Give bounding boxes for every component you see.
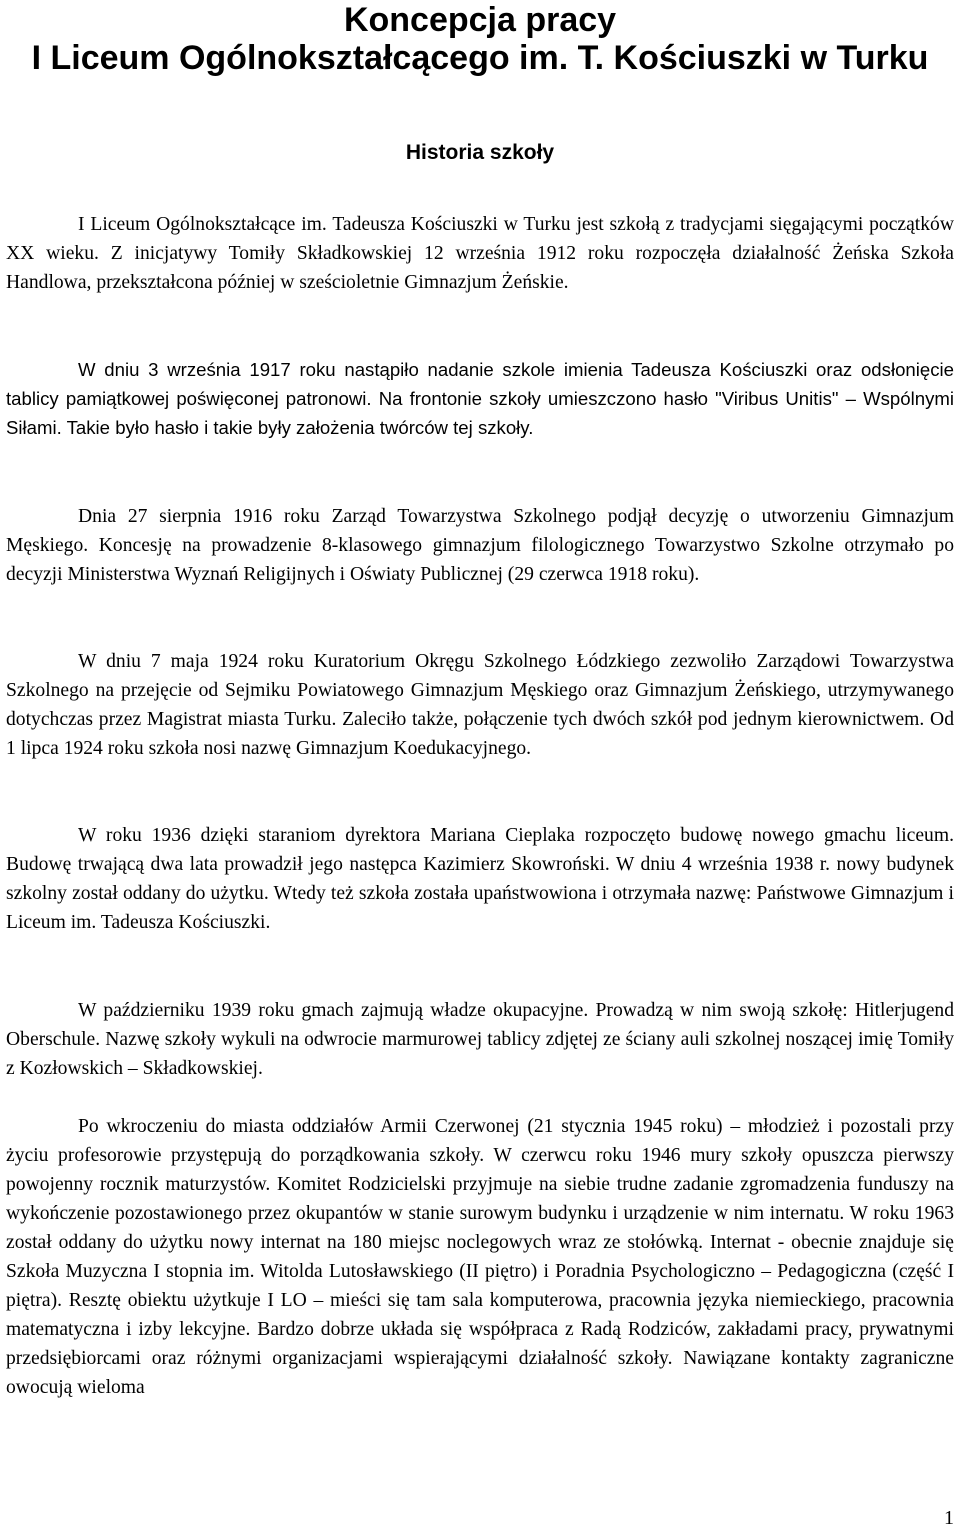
document-title-line-1: Koncepcja pracy bbox=[343, 1, 617, 39]
section-heading: Historia szkoły bbox=[405, 141, 555, 164]
paragraph-6: W październiku 1939 roku gmach zajmują władze okupacyjne. Prowadzą w nim swoją szkołę: Hitlerjugend Oberschule. Nazwę szkoły wykuli na odwrocie marmurowej tablicy zdjętej ze ściany auli szkolnej noszącej imię Tomiły z Kozłowskich – Składkowskiej. bbox=[6, 1000, 954, 1079]
paragraph-3: Dnia 27 sierpnia 1916 roku Zarząd Towarzystwa Szkolnego podjął decyzję o utworzeniu Gimnazjum Męskiego. Koncesję na prowadzenie 8-klasowego gimnazjum filologicznego Towarzystwo Szkolne otrzymało po decyzji Ministerstwa Wyznań Religijnych i Oświaty Publicznej (29 czerwca 1918 roku). bbox=[6, 506, 954, 585]
paragraph-5: W roku 1936 dzięki staraniom dyrektora Mariana Cieplaka rozpoczęto budowę nowego gmachu liceum. Budowę trwającą dwa lata prowadził jego następca Kazimierz Skowroński. W dniu 4 września 1938 r. nowy budynek szkolny został oddany do użytku. Wtedy też szkoła została upaństwowiona i otrzymała nazwę: Państwowe Gimnazjum i Liceum im. Tadeusza Kościuszki. bbox=[6, 825, 954, 933]
page-number: 1 bbox=[944, 1507, 954, 1529]
paragraph-7: Po wkroczeniu do miasta oddziałów Armii Czerwonej (21 stycznia 1945 roku) – młodzież i pozostali przy życiu profesorowie przystępują do porządkowania szkoły. W czerwcu roku 1946 mury szkoły opuszcza pierwszy powojenny rocznik maturzystów. Komitet Rodzicielski przyjmuje na siebie trudne zadanie zgromadzenia funduszy na wykończenie pozostawionego przez okupantów w stanie surowym budynku i urządzenie w nim internatu. W roku 1963 został oddany do użytku nowy internat na 180 miejsc noclegowych wraz ze stołówką. Internat - obecnie znajduje się Szkoła Muzyczna I stopnia im. Witolda Lutosławskiego (II piętro) i Poradnia Psychologiczno – Pedagogiczna (część I piętra). Resztę obiektu użytkuje I LO – mieści się tam sala komputerowa, pracownia języka niemieckiego, pracownia matematyczna i izby lekcyjne. Bardzo dobrze układa się współpraca z Radą Rodziców, zakładami pracy, prywatnymi przedsiębiorcami oraz różnymi organizacjami wspierającymi działalność szkoły. Nawiązane kontakty zagraniczne owocują wieloma bbox=[6, 1116, 954, 1398]
paragraph-4: W dniu 7 maja 1924 roku Kuratorium Okręgu Szkolnego Łódzkiego zezwoliło Zarządowi Towarzystwa Szkolnego na przejęcie od Sejmiku Powiatowego Gimnazjum Męskiego oraz Gimnazjum Żeńskiego, utrzymywanego dotychczas przez Magistrat miasta Turku. Zaleciło także, połączenie tych dwóch szkół pod jednym kierownictwem. Od 1 lipca 1924 roku szkoła nosi nazwę Gimnazjum Koedukacyjnego. bbox=[6, 651, 954, 759]
document-title-line-2: I Liceum Ogólnokształcącego im. T. Kościuszki w Turku bbox=[31, 39, 929, 77]
paragraph-1: I Liceum Ogólnokształcące im. Tadeusza Kościuszki w Turku jest szkołą z tradycjami sięgającymi początków XX wieku. Z inicjatywy Tomiły Składkowskiej 12 września 1912 roku rozpoczęła działalność Żeńska Szkoła Handlowa, przekształcona później w sześcioletnie Gimnazjum Żeńskie. bbox=[6, 214, 954, 293]
paragraph-2: W dniu 3 września 1917 roku nastąpiło nadanie szkole imienia Tadeusza Kościuszki oraz odsłonięcie tablicy pamiątkowej poświęconej patronowi. Na frontonie szkoły umieszczono hasło "Viribus Unitis" – Wspólnymi Siłami. Takie było hasło i takie były założenia twórców tej szkoły. bbox=[6, 359, 954, 438]
